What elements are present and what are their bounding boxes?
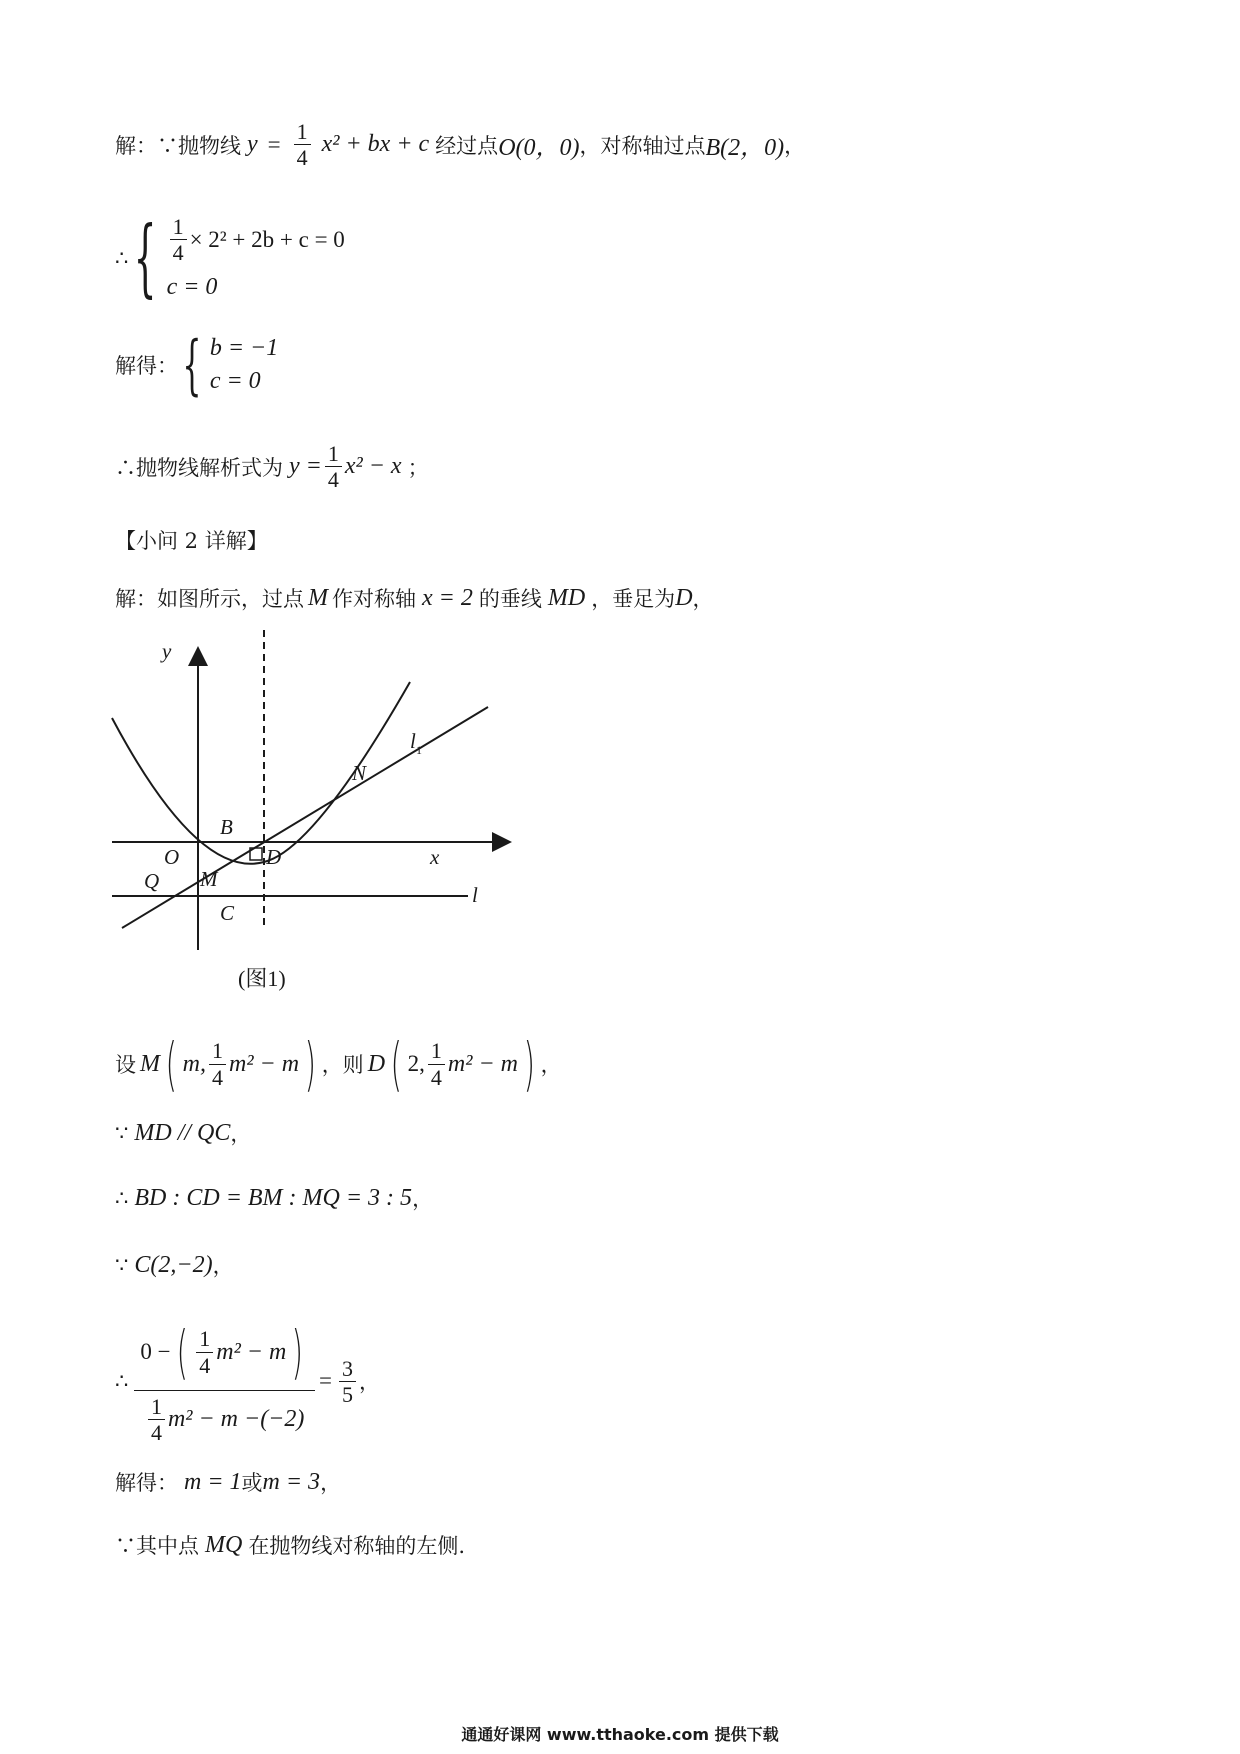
text: 经过点 [435, 133, 499, 158]
text: ， [412, 1187, 434, 1211]
math-expr: m² − m [216, 1338, 287, 1365]
math-expr: y = [289, 453, 322, 480]
text: 作对称轴 [332, 587, 416, 611]
ratio-line [115, 1183, 433, 1213]
math-expr: b = −1 [209, 335, 279, 361]
text: ， [320, 1471, 342, 1495]
point-B: B(2，0) [705, 135, 785, 162]
math-expr: x = 2 [422, 584, 473, 611]
right-paren: ) [523, 1030, 535, 1098]
therefore-symbol: ∴ [115, 1369, 129, 1394]
frac-den: 4 [199, 1352, 211, 1378]
system-rows [167, 210, 345, 306]
math-MD: MD [547, 584, 586, 611]
math-expr: x² − x [344, 453, 402, 480]
label-D: D [266, 845, 282, 869]
math-expr: c = 0 [166, 274, 218, 301]
text: ， [212, 1254, 234, 1278]
math-eq: = [267, 131, 281, 157]
system-1 [115, 210, 345, 306]
fraction-quarter [148, 1395, 165, 1444]
math-eq: = [318, 1368, 332, 1394]
system-rows [210, 332, 278, 398]
fraction-quarter [325, 442, 342, 491]
frac-den: 5 [341, 1381, 353, 1407]
frac-num: 1 [148, 1395, 165, 1420]
frac-num: 3 [339, 1357, 356, 1382]
big-frac-num [134, 1318, 315, 1391]
parallel-line [115, 1118, 251, 1148]
label-N: N [352, 761, 367, 785]
text: 设 [115, 1053, 136, 1077]
math-MQ: MQ [205, 1531, 243, 1558]
label-C: C [220, 901, 235, 925]
frac-den: 4 [150, 1420, 162, 1446]
math-expr: m = 1 [184, 1468, 242, 1495]
fraction-quarter [428, 1039, 445, 1088]
frac-den: 4 [172, 240, 184, 266]
math-expr: m² − m [228, 1050, 300, 1077]
text: 解：如图所示，过点 [115, 587, 304, 611]
math-expr: × 2² + 2b + c = 0 [189, 226, 345, 252]
c-point-line [115, 1250, 234, 1280]
frac-den: 4 [430, 1064, 442, 1090]
text: ，垂足为 [591, 587, 676, 611]
point-O: O(0，0) [498, 135, 580, 162]
therefore-symbol: ∴ [115, 1186, 129, 1210]
big-fraction-line [115, 1318, 380, 1444]
text: ， [358, 1370, 380, 1395]
math-expr: 2, [407, 1051, 425, 1076]
math-expr: x² + bx + c [321, 131, 430, 158]
left-paren: ( [390, 1030, 403, 1098]
intro-line [115, 120, 805, 169]
left-paren: ( [165, 1030, 177, 1098]
fraction-quarter [196, 1327, 213, 1376]
text: 解：∵抛物线 [115, 133, 241, 158]
parabola-line [115, 442, 429, 491]
frac-den: 4 [211, 1064, 223, 1090]
math-expr: m² − m −(−2) [167, 1406, 305, 1433]
fraction-quarter [170, 215, 187, 264]
frac-den: 4 [296, 145, 308, 171]
big-fraction [134, 1318, 315, 1444]
text: ， [784, 133, 806, 158]
math-M: M [308, 584, 328, 611]
math-expr: C(2,−2) [134, 1251, 213, 1278]
frac-den: 4 [327, 467, 339, 493]
system-2 [115, 327, 279, 403]
figure-caption: (图1) [238, 966, 286, 991]
math-expr: m, [182, 1050, 206, 1077]
text: ，对称轴过点 [579, 133, 706, 158]
frac-num: 1 [325, 442, 342, 467]
text: ， [692, 587, 714, 611]
fraction-three-fifths [339, 1357, 356, 1406]
text: 解得： [115, 354, 178, 378]
text: ； [407, 455, 429, 480]
label-l1-sub: 1 [416, 743, 422, 757]
right-paren: ) [291, 1318, 304, 1386]
text: ∵其中点 [115, 1534, 199, 1558]
math-y: y [247, 131, 258, 158]
fraction-quarter [294, 120, 311, 169]
left-brace: { [182, 327, 202, 403]
because-symbol: ∵ [115, 1253, 129, 1277]
label-l: l [472, 883, 478, 907]
text: ，则 [321, 1053, 364, 1077]
q2-heading [115, 525, 268, 555]
big-frac-den [139, 1391, 310, 1444]
figure-1 [100, 630, 520, 960]
footer-text: 通通好课网 www.tthaoke.com 提供下载 [461, 1725, 779, 1744]
fraction-quarter [209, 1039, 226, 1088]
heading-text: 【小问 2 详解】 [115, 529, 268, 553]
right-paren: ) [304, 1030, 317, 1098]
text: 解得： [115, 1471, 178, 1495]
frac-num: 1 [209, 1039, 226, 1064]
left-brace: { [134, 209, 157, 307]
text: ， [230, 1122, 252, 1146]
label-M: M [200, 867, 218, 891]
math-expr: m² − m [447, 1050, 518, 1077]
label-O: O [164, 845, 180, 869]
label-y: y [162, 639, 172, 663]
label-x: x [430, 845, 440, 869]
text: 在抛物线对称轴的左侧. [248, 1534, 466, 1558]
frac-num: 1 [170, 215, 187, 240]
text: ∴抛物线解析式为 [115, 455, 283, 480]
q2-intro [115, 583, 714, 613]
label-Q: Q [144, 869, 160, 893]
because-symbol: ∵ [115, 1121, 129, 1145]
system-row [167, 215, 345, 264]
set-line [115, 1030, 562, 1098]
label-l1: l [410, 729, 416, 753]
math-D: D [367, 1050, 386, 1077]
math-D: D [675, 584, 693, 611]
solve2-line [115, 1467, 341, 1497]
therefore-symbol: ∴ [115, 246, 129, 270]
math-expr: 0 − [140, 1339, 171, 1364]
last-line [115, 1530, 465, 1560]
frac-num: 1 [294, 120, 311, 145]
frac-num: 1 [196, 1327, 213, 1352]
math-expr: c = 0 [209, 368, 261, 394]
math-expr: MD // QC [134, 1119, 231, 1146]
frac-num: 1 [428, 1039, 445, 1064]
text: ， [540, 1053, 562, 1077]
math-M: M [140, 1050, 160, 1077]
label-B: B [220, 815, 233, 839]
math-expr: m = 3 [262, 1468, 321, 1495]
text: 或 [241, 1471, 263, 1495]
math-expr: BD : CD = BM : MQ = 3 : 5 [134, 1184, 413, 1211]
text: 的垂线 [478, 587, 542, 611]
left-paren: ( [176, 1318, 188, 1386]
